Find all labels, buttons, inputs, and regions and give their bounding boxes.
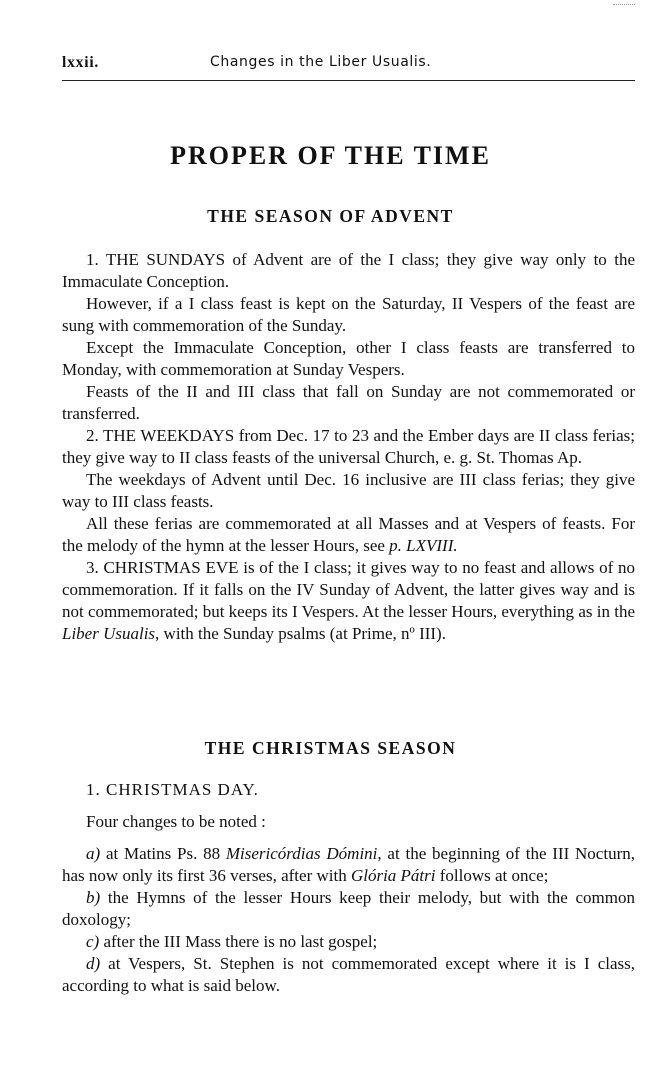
change-b-text: the Hymns of the lesser Hours keep their melody, but with the common doxology; [62, 888, 635, 929]
change-c-label: c) [86, 932, 100, 951]
change-c [62, 931, 635, 953]
christmas-body [62, 779, 635, 997]
running-title: Changes in the Liber Usualis. [210, 54, 432, 70]
advent-paragraph-saturday-feast: However, if a I class feast is kept on the Saturday, II Vespers of the feast are sung with commemoration of the Sunday. [62, 294, 635, 335]
christmas-eve-text: 3. CHRISTMAS EVE is of the I class; it gives way to no feast and allows of no commemoration. If it falls on the IV Sunday of Advent, the latter gives way and is not commemorated; but keeps its I Vespers. At the lesser Hours, everything as in the [62, 558, 635, 621]
change-a [62, 843, 635, 887]
christmas-item-1: 1. CHRISTMAS DAY. [86, 780, 259, 799]
advent-paragraph-christmas-eve [62, 557, 635, 645]
psalm-incipit: Misericórdias Dómini [225, 844, 378, 863]
liber-usualis-ref: Liber Usualis [62, 624, 156, 643]
page-folio: lxxii. [62, 54, 100, 71]
advent-body [62, 249, 635, 645]
page-title: PROPER OF THE TIME [170, 141, 491, 170]
christmas-intro: Four changes to be noted : [86, 812, 266, 831]
running-head [62, 54, 634, 76]
advent-paragraph-sundays: 1. THE SUNDAYS of Advent are of the I class; they give way only to the Immaculate Conception. [62, 250, 635, 291]
christmas-eve-tail: , with the Sunday psalms (at Prime, nº III). [155, 624, 446, 643]
change-b-label: b) [86, 888, 101, 907]
change-a-label: a) [86, 844, 101, 863]
commemorated-text: All these ferias are commemorated at all Masses and at Vespers of feasts. For the melody of the hymn at the lesser Hours, see [62, 514, 635, 555]
change-c-text: after the III Mass there is no last gospel; [99, 932, 378, 951]
advent-paragraph-not-commemorated: Feasts of the II and III class that fall on Sunday are not commemorated or transferred. [62, 382, 635, 423]
page-reference: p. LXVIII. [389, 536, 458, 555]
section-heading-christmas: THE CHRISTMAS SEASON [204, 738, 457, 758]
section-heading-advent: THE SEASON OF ADVENT [207, 206, 454, 226]
change-a-text-2: , at the beginning of the III Nocturn, has now only its first 36 verses, after with [62, 844, 635, 885]
advent-paragraph-third-class: The weekdays of Advent until Dec. 16 inclusive are III class ferias; they give way to III class feasts. [62, 470, 635, 511]
advent-paragraph-transferred: Except the Immaculate Conception, other I class feasts are transferred to Monday, with commemoration at Sunday Vespers. [62, 338, 635, 379]
scan-mark [613, 4, 635, 5]
change-b [62, 887, 635, 931]
advent-paragraph-weekdays: 2. THE WEEKDAYS from Dec. 17 to 23 and the Ember days are II class ferias; they give way to II class feasts of the universal Church, e. g. St. Thomas Ap. [62, 426, 635, 467]
advent-paragraph-commemorated [62, 513, 635, 557]
gloria-patri: Glória Pátri [350, 866, 436, 885]
change-d [62, 953, 635, 997]
change-a-text-1: at Matins Ps. 88 [100, 844, 226, 863]
change-d-text: at Vespers, St. Stephen is not commemorated except where it is I class, according to what is said below. [62, 954, 635, 995]
change-a-text-3: follows at once; [435, 866, 549, 885]
header-rule [62, 80, 635, 81]
change-d-label: d) [86, 954, 101, 973]
